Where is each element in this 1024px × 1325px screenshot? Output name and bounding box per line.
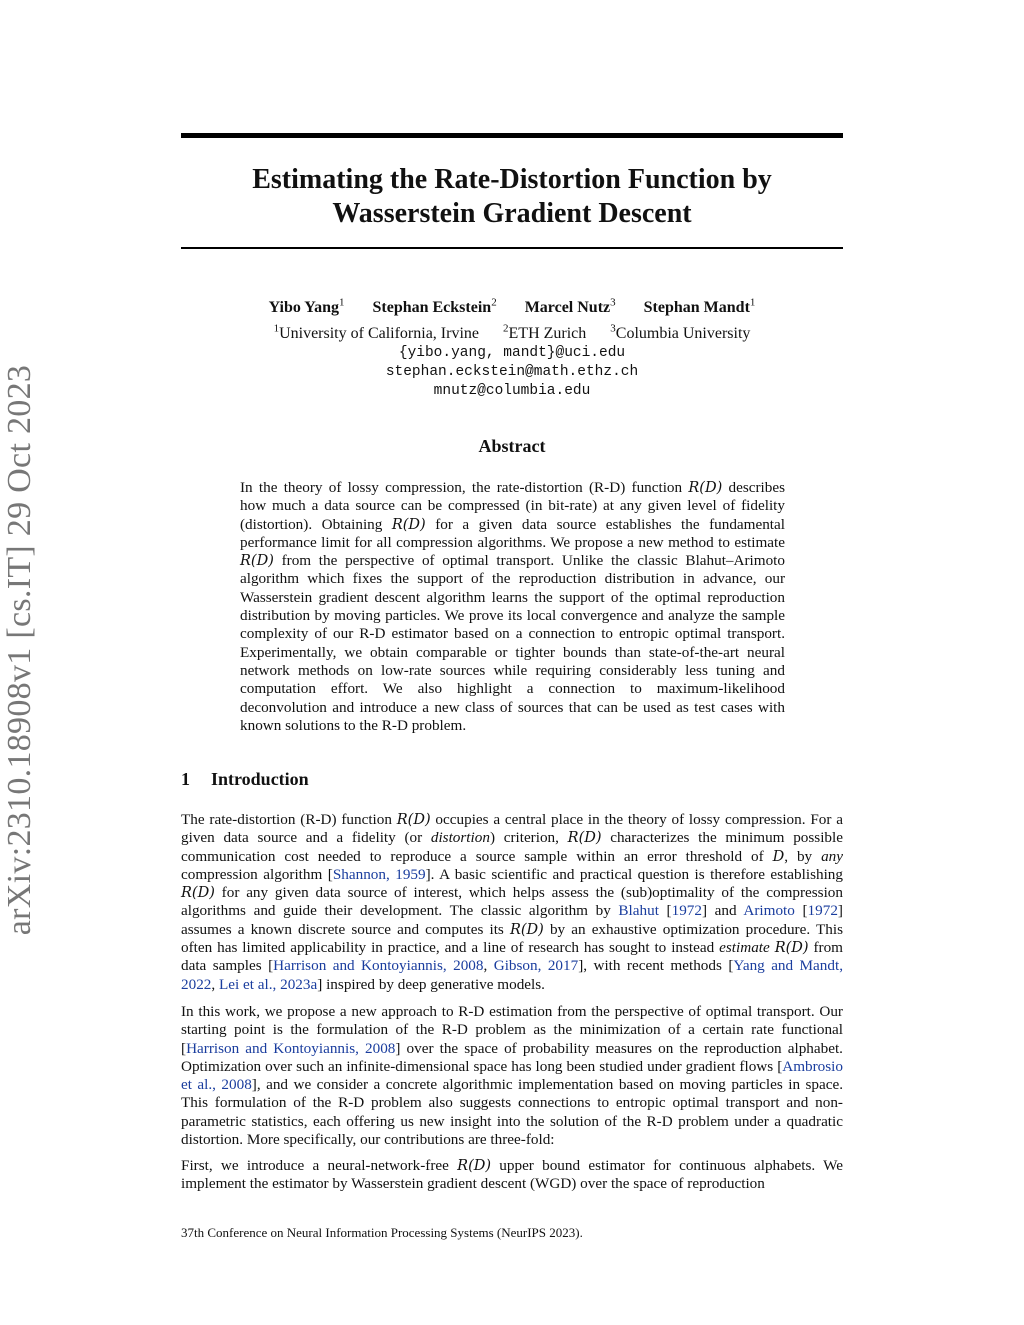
arxiv-id: arXiv:2310.18908v1 [cs.IT] 29 Oct 2023 [1,364,38,936]
author: Stephan Eckstein$^2$ [372,297,497,317]
abstract-heading: Abstract [478,436,546,456]
conference-footnote: 37th Conference on Neural Information Processing Systems (NeurIPS 2023). [181,1225,583,1240]
author-block [181,293,843,401]
affiliations [181,318,843,343]
abstract-text: In the theory of lossy compression, the rate-distortion (R-D) function R(D) describes how much a data source can be compressed (in bit-rate) at any given level of fidelity (distortion). Obtaining R(D) for a given data source establishes the fundamental performance limit for all compression algorithms. We propose a new method to estimate R(D) from the perspective of optimal transport. Unlike the classic Blahut–Arimoto algorithm which fixes the support of the reproduction distribution in advance, our Wasserstein gradient descent algorithm learns the support of the optimal reproduction distribution by moving particles. We prove its local convergence and analyze the sample complexity of our R-D estimator based on a connection to entropic optimal transport. Experimentally, we obtain comparable or tighter bounds than state-of-the-art neural network methods on low-rate sources while requiring considerably less tuning and computation effort. We also highlight a connection to maximum-likelihood deconvolution and introduce a new class of sources that can be used as test cases with known solutions to the R-D problem. [240,479,785,734]
affiliation: $^1$University of California, Irvine [273,322,480,342]
email: mnutz@columbia.edu [433,382,591,399]
citation-link[interactable]: Yang and Mandt, 2022 [181,957,843,993]
author: Marcel Nutz$^3$ [524,297,616,317]
author: Yibo Yang$^1$ [268,297,345,317]
intro-paragraph-1: The rate-distortion (R-D) function R(D) occupies a central place in the theory of lossy compression. For a given data source and a fidelity (or distortion) criterion, R(D) characterizes the minimum possible communication cost needed to reproduce a source sample within an error threshold of D, by any compression algorithm [Shannon, 1959]. A basic scientific and practical question is therefore establishing R(D) for any given data source of interest, which helps assess the (sub)optimality of the compression algorithms and guide their development. The classic algorithm by Blahut [1972] and Arimoto [1972] assumes a known discrete source and computes its R(D) by an exhaustive optimization procedure. This often has limited applicability in practice, and a line of research has sought to instead estimate R(D) from data samples [Harrison and Kontoyiannis, 2008, Gibson, 2017], with recent methods [Yang and Mandt, 2022, Lei et al., 2023a] inspired by deep generative models. [181,811,844,993]
citation-link[interactable]: Ambrosio et al., 2008 [181,1057,843,1094]
citation-link[interactable]: Lei et al., 2023a [218,975,318,993]
intro-paragraph-3: First, we introduce a neural-network-free R(D) upper bound estimator for continuous alphabets. We implement the estimator by Wasserstein gradient descent (WGD) over the space of reproduction [181,1157,843,1193]
citation-link[interactable]: Shannon, 1959 [332,865,426,883]
author: Stephan Mandt$^1$ [643,297,756,317]
author-names [181,293,843,318]
citation-link[interactable]: Harrison and Kontoyiannis, 2008 [186,1039,396,1057]
email: stephan.eckstein@math.ethz.ch [385,363,639,380]
citation-link[interactable]: Blahut [618,902,659,920]
title-top-rule [181,133,843,138]
citation-link[interactable]: Arimoto [743,902,795,920]
intro-paragraph-2: In this work, we propose a new approach to R-D estimation from the perspective of optimal transport. Our starting point is the formulation of the R-D problem as the minimization of a certain rate functional [Harrison and Kontoyiannis, 2008] over the space of probability measures on the reproduction alphabet. Optimization over such an infinite-dimensional space has long been studied under gradient flows [Ambrosio et al., 2008], and we consider a concrete algorithmic implementation based on moving particles in space. This formulation of the R-D problem also suggests connections to entropic optimal transport and non-parametric statistics, each offering us new insight into the solution of the R-D problem under a quadratic distortion. More specifically, our contributions are three-fold: [181,1003,844,1149]
affiliation: $^2$ETH Zurich [503,322,587,342]
title-bottom-rule [181,247,843,249]
citation-link[interactable]: Gibson, 2017 [493,957,579,975]
email: {yibo.yang, mandt}@uci.edu [398,344,626,361]
paper-title: Estimating the Rate-Distortion Function by Wasserstein Gradient Descent [252,164,772,229]
section-heading: 1 Introduction [181,769,309,789]
citation-link[interactable]: 1972 [671,902,702,920]
citation-link[interactable]: Harrison and Kontoyiannis, 2008 [273,957,484,975]
affiliation: $^3$Columbia University [610,322,751,342]
citation-link[interactable]: 1972 [807,902,838,920]
